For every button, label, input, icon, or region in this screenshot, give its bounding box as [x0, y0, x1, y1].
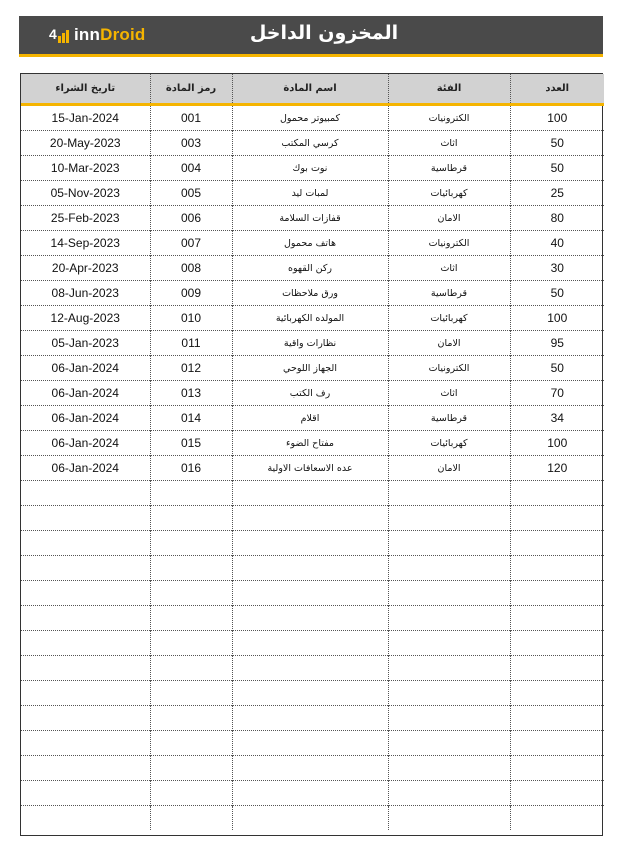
empty-date-cell [21, 706, 150, 731]
empty-date-cell [21, 481, 150, 506]
date-cell: 05-Nov-2023 [21, 181, 150, 206]
empty-code-cell [150, 556, 232, 581]
category-cell: الامان [388, 206, 510, 231]
code-cell: 014 [150, 406, 232, 431]
page-title: المخزون الداخل [249, 22, 399, 44]
bar-chart-logo-icon: 4 [49, 25, 73, 45]
logo-wordmark: innDroid [74, 25, 146, 44]
category-cell: اثاث [388, 381, 510, 406]
empty-date-cell [21, 506, 150, 531]
empty-date-cell [21, 806, 150, 831]
date-cell: 05-Jan-2023 [21, 331, 150, 356]
category-cell: قرطاسية [388, 406, 510, 431]
table-body [21, 105, 604, 831]
empty-code-cell [150, 506, 232, 531]
quantity-cell: 95 [510, 331, 604, 356]
empty-category-cell [388, 756, 510, 781]
quantity-cell: 50 [510, 156, 604, 181]
date-cell: 10-Mar-2023 [21, 156, 150, 181]
page-header [19, 16, 603, 57]
empty-code-cell [150, 731, 232, 756]
code-cell: 008 [150, 256, 232, 281]
empty-name-cell [232, 756, 388, 781]
empty-quantity-cell [510, 731, 604, 756]
date-cell: 06-Jan-2024 [21, 456, 150, 481]
code-cell: 004 [150, 156, 232, 181]
code-cell: 011 [150, 331, 232, 356]
quantity-cell: 100 [510, 306, 604, 331]
empty-table-row [21, 531, 604, 556]
code-cell: 013 [150, 381, 232, 406]
empty-table-row [21, 731, 604, 756]
empty-date-cell [21, 731, 150, 756]
empty-quantity-cell [510, 706, 604, 731]
category-cell: كهربائيات [388, 431, 510, 456]
table-row [21, 281, 604, 306]
name-cell: قفازات السلامة [232, 206, 388, 231]
name-cell: هاتف محمول [232, 231, 388, 256]
empty-date-cell [21, 781, 150, 806]
empty-name-cell [232, 531, 388, 556]
empty-date-cell [21, 531, 150, 556]
empty-name-cell [232, 656, 388, 681]
name-cell: اقلام [232, 406, 388, 431]
empty-quantity-cell [510, 531, 604, 556]
empty-name-cell [232, 481, 388, 506]
date-cell: 14-Sep-2023 [21, 231, 150, 256]
empty-name-cell [232, 781, 388, 806]
inventory-table-container [20, 73, 603, 836]
category-cell: الامان [388, 456, 510, 481]
quantity-cell: 50 [510, 281, 604, 306]
code-cell: 006 [150, 206, 232, 231]
empty-table-row [21, 756, 604, 781]
empty-quantity-cell [510, 631, 604, 656]
empty-table-row [21, 556, 604, 581]
empty-quantity-cell [510, 506, 604, 531]
quantity-cell: 70 [510, 381, 604, 406]
empty-name-cell [232, 806, 388, 831]
empty-code-cell [150, 481, 232, 506]
name-cell: مفتاح الضوء [232, 431, 388, 456]
table-row [21, 131, 604, 156]
category-cell: الكترونيات [388, 105, 510, 131]
innodroid-logo [49, 25, 145, 45]
empty-quantity-cell [510, 656, 604, 681]
date-cell: 06-Jan-2024 [21, 356, 150, 381]
empty-quantity-cell [510, 556, 604, 581]
empty-category-cell [388, 481, 510, 506]
code-cell: 005 [150, 181, 232, 206]
quantity-cell: 40 [510, 231, 604, 256]
empty-table-row [21, 681, 604, 706]
empty-date-cell [21, 606, 150, 631]
date-cell: 06-Jan-2024 [21, 406, 150, 431]
table-row [21, 105, 604, 131]
empty-category-cell [388, 656, 510, 681]
empty-category-cell [388, 706, 510, 731]
empty-category-cell [388, 606, 510, 631]
table-row [21, 156, 604, 181]
quantity-cell: 30 [510, 256, 604, 281]
category-cell: الكترونيات [388, 231, 510, 256]
quantity-cell: 34 [510, 406, 604, 431]
column-header-purchase-date: تاريخ الشراء [21, 74, 150, 105]
empty-quantity-cell [510, 581, 604, 606]
category-cell: اثاث [388, 131, 510, 156]
date-cell: 25-Feb-2023 [21, 206, 150, 231]
empty-table-row [21, 606, 604, 631]
column-header-category: الفئة [388, 74, 510, 105]
code-cell: 003 [150, 131, 232, 156]
date-cell: 06-Jan-2024 [21, 381, 150, 406]
name-cell: رف الكتب [232, 381, 388, 406]
empty-name-cell [232, 631, 388, 656]
empty-name-cell [232, 556, 388, 581]
code-cell: 012 [150, 356, 232, 381]
name-cell: المولده الكهربائية [232, 306, 388, 331]
table-row [21, 381, 604, 406]
empty-table-row [21, 806, 604, 831]
table-row [21, 206, 604, 231]
empty-date-cell [21, 656, 150, 681]
empty-code-cell [150, 756, 232, 781]
empty-table-row [21, 631, 604, 656]
category-cell: قرطاسية [388, 281, 510, 306]
quantity-cell: 25 [510, 181, 604, 206]
empty-quantity-cell [510, 681, 604, 706]
name-cell: كرسي المكتب [232, 131, 388, 156]
quantity-cell: 100 [510, 431, 604, 456]
empty-table-row [21, 481, 604, 506]
empty-category-cell [388, 581, 510, 606]
empty-category-cell [388, 681, 510, 706]
empty-table-row [21, 506, 604, 531]
empty-quantity-cell [510, 756, 604, 781]
date-cell: 20-May-2023 [21, 131, 150, 156]
name-cell: نوت بوك [232, 156, 388, 181]
empty-quantity-cell [510, 781, 604, 806]
empty-code-cell [150, 681, 232, 706]
date-cell: 20-Apr-2023 [21, 256, 150, 281]
table-row [21, 356, 604, 381]
date-cell: 12-Aug-2023 [21, 306, 150, 331]
empty-date-cell [21, 631, 150, 656]
empty-table-row [21, 581, 604, 606]
category-cell: الكترونيات [388, 356, 510, 381]
quantity-cell: 100 [510, 105, 604, 131]
empty-name-cell [232, 706, 388, 731]
empty-name-cell [232, 606, 388, 631]
quantity-cell: 50 [510, 131, 604, 156]
inventory-table [21, 74, 604, 830]
table-row [21, 256, 604, 281]
name-cell: لمبات ليد [232, 181, 388, 206]
name-cell: ركن القهوه [232, 256, 388, 281]
empty-name-cell [232, 681, 388, 706]
empty-category-cell [388, 506, 510, 531]
table-row [21, 181, 604, 206]
name-cell: ورق ملاحظات [232, 281, 388, 306]
table-row [21, 406, 604, 431]
empty-code-cell [150, 531, 232, 556]
empty-date-cell [21, 556, 150, 581]
table-header-row [21, 74, 604, 105]
empty-code-cell [150, 631, 232, 656]
quantity-cell: 120 [510, 456, 604, 481]
code-cell: 009 [150, 281, 232, 306]
code-cell: 015 [150, 431, 232, 456]
name-cell: الجهاز اللوحي [232, 356, 388, 381]
table-row [21, 456, 604, 481]
empty-code-cell [150, 581, 232, 606]
empty-name-cell [232, 506, 388, 531]
empty-category-cell [388, 531, 510, 556]
empty-code-cell [150, 656, 232, 681]
empty-date-cell [21, 681, 150, 706]
empty-category-cell [388, 631, 510, 656]
empty-quantity-cell [510, 606, 604, 631]
code-cell: 001 [150, 105, 232, 131]
empty-table-row [21, 781, 604, 806]
empty-code-cell [150, 806, 232, 831]
empty-category-cell [388, 806, 510, 831]
category-cell: كهربائيات [388, 306, 510, 331]
empty-category-cell [388, 556, 510, 581]
category-cell: اثاث [388, 256, 510, 281]
code-cell: 016 [150, 456, 232, 481]
column-header-quantity: العدد [510, 74, 604, 105]
table-row [21, 331, 604, 356]
column-header-item-code: رمز المادة [150, 74, 232, 105]
table-row [21, 431, 604, 456]
category-cell: الامان [388, 331, 510, 356]
empty-quantity-cell [510, 806, 604, 831]
date-cell: 08-Jun-2023 [21, 281, 150, 306]
empty-quantity-cell [510, 481, 604, 506]
empty-name-cell [232, 581, 388, 606]
date-cell: 06-Jan-2024 [21, 431, 150, 456]
name-cell: كمبيوتر محمول [232, 105, 388, 131]
table-row [21, 231, 604, 256]
empty-table-row [21, 706, 604, 731]
quantity-cell: 80 [510, 206, 604, 231]
code-cell: 010 [150, 306, 232, 331]
code-cell: 007 [150, 231, 232, 256]
empty-category-cell [388, 731, 510, 756]
category-cell: كهربائيات [388, 181, 510, 206]
date-cell: 15-Jan-2024 [21, 105, 150, 131]
name-cell: نظارات واقية [232, 331, 388, 356]
quantity-cell: 50 [510, 356, 604, 381]
category-cell: قرطاسية [388, 156, 510, 181]
column-header-item-name: اسم المادة [232, 74, 388, 105]
empty-table-row [21, 656, 604, 681]
empty-code-cell [150, 781, 232, 806]
empty-code-cell [150, 606, 232, 631]
table-row [21, 306, 604, 331]
empty-date-cell [21, 756, 150, 781]
name-cell: عده الاسعافات الاولية [232, 456, 388, 481]
empty-category-cell [388, 781, 510, 806]
empty-date-cell [21, 581, 150, 606]
empty-code-cell [150, 706, 232, 731]
empty-name-cell [232, 731, 388, 756]
